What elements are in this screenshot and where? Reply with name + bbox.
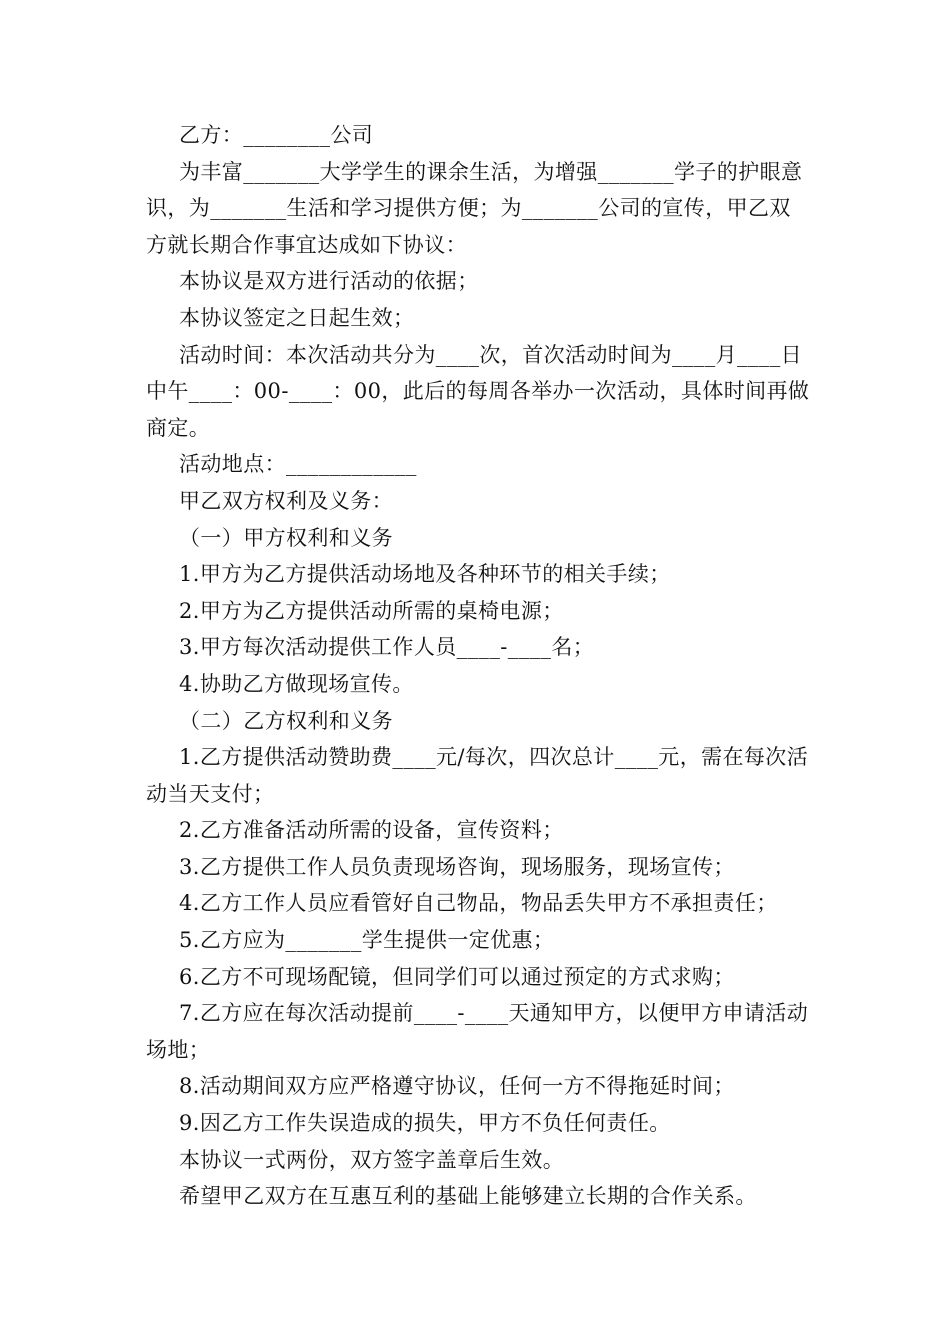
party-a-section-heading: （一）甲方权利和义务 <box>179 525 393 550</box>
rights-obligations-heading: 甲乙双方权利及义务： <box>179 488 393 513</box>
party-a-item: 1.甲方为乙方提供活动场地及各种环节的相关手续； <box>179 562 671 587</box>
party-b-item: 9.因乙方工作失误造成的损失，甲方不负任何责任。 <box>179 1111 671 1136</box>
party-b-item: 7.乙方应在每次活动提前____-____天通知甲方，以便甲方申请活动场地； <box>146 1001 809 1062</box>
party-b-item: 2.乙方准备活动所需的设备，宣传资料； <box>179 818 564 843</box>
party-b-item: 6.乙方不可现场配镜，但同学们可以通过预定的方式求购； <box>179 964 735 989</box>
agreement-preamble: 为丰富_______大学学生的课余生活，为增强_______学子的护眼意识，为_______生活和学习提供方便；为_______公司的宣传，甲乙双方就长期合作事宜达成如下协议： <box>146 159 803 257</box>
agreement-basis-clause: 本协议是双方进行活动的依据； <box>179 269 479 294</box>
party-b-section-heading: （二）乙方权利和义务 <box>179 708 393 733</box>
closing-statement: 希望甲乙双方在互惠互利的基础上能够建立长期的合作关系。 <box>179 1184 757 1209</box>
party-b-item: 8.活动期间双方应严格遵守协议，任何一方不得拖延时间； <box>179 1074 735 1099</box>
party-b-item: 4.乙方工作人员应看管好自己物品，物品丢失甲方不承担责任； <box>179 891 778 916</box>
effective-date-clause: 本协议签定之日起生效； <box>179 305 415 330</box>
party-a-item: 4.协助乙方做现场宣传。 <box>179 671 414 696</box>
party-b-line: 乙方：________公司 <box>179 123 374 147</box>
party-b-item: 1.乙方提供活动赞助费____元/每次，四次总计____元，需在每次活动当天支付； <box>146 745 809 806</box>
activity-time-clause: 活动时间：本次活动共分为____次，首次活动时间为____月____日中午____：00-____：00，此后的每周各举办一次活动，具体时间再做商定。 <box>146 342 810 440</box>
party-a-item: 2.甲方为乙方提供活动所需的桌椅电源； <box>179 598 564 623</box>
party-b-item: 3.乙方提供工作人员负责现场咨询，现场服务，现场宣传； <box>179 854 735 879</box>
party-b-item: 5.乙方应为_______学生提供一定优惠； <box>179 928 555 953</box>
party-a-item: 3.甲方每次活动提供工作人员____-____名； <box>179 635 595 660</box>
copies-clause: 本协议一式两份，双方签字盖章后生效。 <box>179 1147 565 1172</box>
activity-location-clause: 活动地点：____________ <box>179 452 417 477</box>
agreement-body <box>146 117 810 1215</box>
